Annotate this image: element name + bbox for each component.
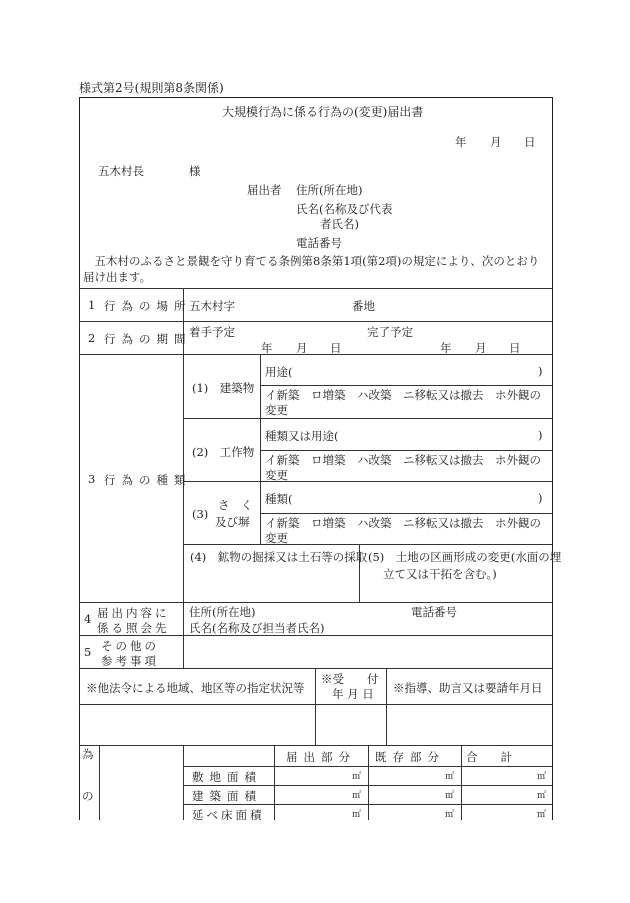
area-row-building-unit-1: ㎡ (352, 791, 362, 801)
row2-end-day: 日 (509, 341, 521, 355)
area-side-top: 為 (82, 747, 94, 761)
row6-receipt: ※受 付 (321, 672, 379, 686)
area-row-site-unit-2: ㎡ (445, 772, 455, 782)
frame-left (79, 97, 80, 820)
notifier-phone: 電話番号 (296, 236, 342, 250)
row2-end-month: 月 (475, 341, 487, 355)
row6-receipt-date: 年 月 日 (332, 687, 374, 701)
row2-no: 2 (88, 331, 96, 345)
row4-no: 4 (84, 612, 92, 626)
form-title: 大規模行為に係る行為の(変更)届出書 (222, 105, 424, 119)
area-row-building-unit-2: ㎡ (445, 791, 455, 801)
row4-phone: 電話番号 (411, 605, 457, 619)
row4-label1: 届出内容に (97, 606, 170, 620)
addressee-honorific: 様 (189, 164, 201, 178)
area-row-site-unit-1: ㎡ (352, 772, 362, 782)
row5-label2: 参考事項 (101, 654, 159, 668)
fence-label1: さ く (218, 498, 253, 512)
area-header-existing: 既存部分 (375, 750, 445, 764)
structure-use: 種類又は用途( (265, 429, 339, 443)
row2-start-year: 年 (261, 341, 273, 355)
row2-start-day: 日 (330, 341, 342, 355)
row5-no: 5 (84, 645, 92, 659)
fence-use-close: ) (538, 491, 543, 505)
row2-end-year: 年 (440, 341, 452, 355)
frame-right (552, 97, 553, 820)
frame-top (79, 97, 552, 98)
structure-label: (2) 工作物 (192, 445, 255, 459)
row4-name: 氏名(名称及び担当者氏名) (189, 621, 325, 635)
form-id: 様式第2号(規則第8条関係) (79, 81, 224, 95)
building-label: (1) 建築物 (192, 381, 255, 395)
notifier-name-line1: 氏名(名称及び代表 (296, 202, 393, 216)
row1-lot: 番地 (352, 299, 375, 313)
row1-no: 1 (88, 298, 96, 312)
area-row-floor-label: 延べ床面積 (192, 808, 265, 822)
area-col3 (461, 745, 462, 820)
fence-label2: 及び塀 (215, 515, 250, 529)
area-label-left (183, 745, 184, 820)
mining-text: (4) 鉱物の掘採又は土石等の採取 (190, 550, 368, 564)
row1-village: 五木村字 (189, 299, 235, 313)
row6-other-laws: ※他法令による地域、地区等の指定状況等 (86, 681, 305, 695)
row2-end-label: 完了予定 (367, 325, 413, 339)
building-types: イ新築 ロ増築 ハ改築 ニ移転又は撤去 ホ外観の変更 (265, 388, 541, 417)
row3-no: 3 (88, 472, 96, 486)
notifier-address: 住所(所在地) (296, 183, 363, 197)
row4-address: 住所(所在地) (189, 605, 256, 619)
fence-num: (3) (192, 507, 209, 521)
fence-mid (260, 513, 552, 514)
row2-label: 行為の期間 (104, 332, 192, 346)
addressee-name: 五木村長 (98, 164, 144, 178)
area-col1 (274, 745, 275, 820)
notifier-label: 届出者 (247, 183, 282, 197)
area-side-bottom: の (82, 789, 94, 803)
area-top (79, 745, 552, 746)
row4-top (79, 602, 552, 603)
area-row-building-label: 建築面積 (192, 789, 262, 803)
date-month: 月 (490, 135, 502, 149)
area-row-site-label: 敷地面積 (192, 770, 262, 784)
structure-top (183, 418, 552, 419)
area-row-building-unit-3: ㎡ (537, 791, 547, 801)
intro-text: 五木村のふるさと景観を守り育てる条例第8条第1項(第2項)の規定により、次のとおり届け出ます。 (83, 254, 540, 284)
area-row-floor-unit-1: ㎡ (352, 810, 362, 820)
structure-types: イ新築 ロ増築 ハ改築 ニ移転又は撤去 ホ外観の変更 (265, 453, 541, 482)
row1-label: 行為の場所 (104, 299, 192, 313)
row2-top (79, 321, 552, 322)
row4-label2: 係る照会先 (97, 621, 170, 635)
area-row-site-unit-3: ㎡ (537, 772, 547, 782)
date-day: 日 (524, 135, 536, 149)
area-row-floor-unit-2: ㎡ (445, 810, 455, 820)
row3-label: 行為の種類 (104, 473, 192, 487)
building-use: 用途( (265, 365, 293, 379)
row5-label1: その他の (101, 639, 159, 653)
row6-guidance: ※指導、助言又は要請年月日 (393, 681, 543, 695)
fence-use: 種類( (265, 492, 293, 506)
fence-types: イ新築 ロ増築 ハ改築 ニ移転又は撤去 ホ外観の変更 (265, 516, 541, 545)
subtype-col-divider (260, 354, 261, 544)
area-row-floor-unit-3: ㎡ (537, 810, 547, 820)
building-mid (260, 385, 552, 386)
building-use-close: ) (538, 364, 543, 378)
area-col2 (368, 745, 369, 820)
row6-div2 (386, 668, 387, 745)
area-side-divider (99, 745, 100, 820)
notifier-name-line2: 者氏名) (320, 217, 359, 231)
row6-div1 (315, 668, 316, 745)
structure-use-close: ) (538, 428, 543, 442)
row2-start-month: 月 (296, 341, 308, 355)
row2-start-label: 着手予定 (189, 325, 235, 339)
row1-top (79, 288, 552, 289)
structure-mid (260, 450, 552, 451)
land-text: (5) 土地の区画形成の変更(水面の埋立て又は干拓を含む。) (368, 550, 562, 581)
date-year: 年 (455, 135, 467, 149)
area-header-notified: 届出部分 (286, 750, 356, 764)
area-header-total: 合 計 (466, 750, 512, 764)
